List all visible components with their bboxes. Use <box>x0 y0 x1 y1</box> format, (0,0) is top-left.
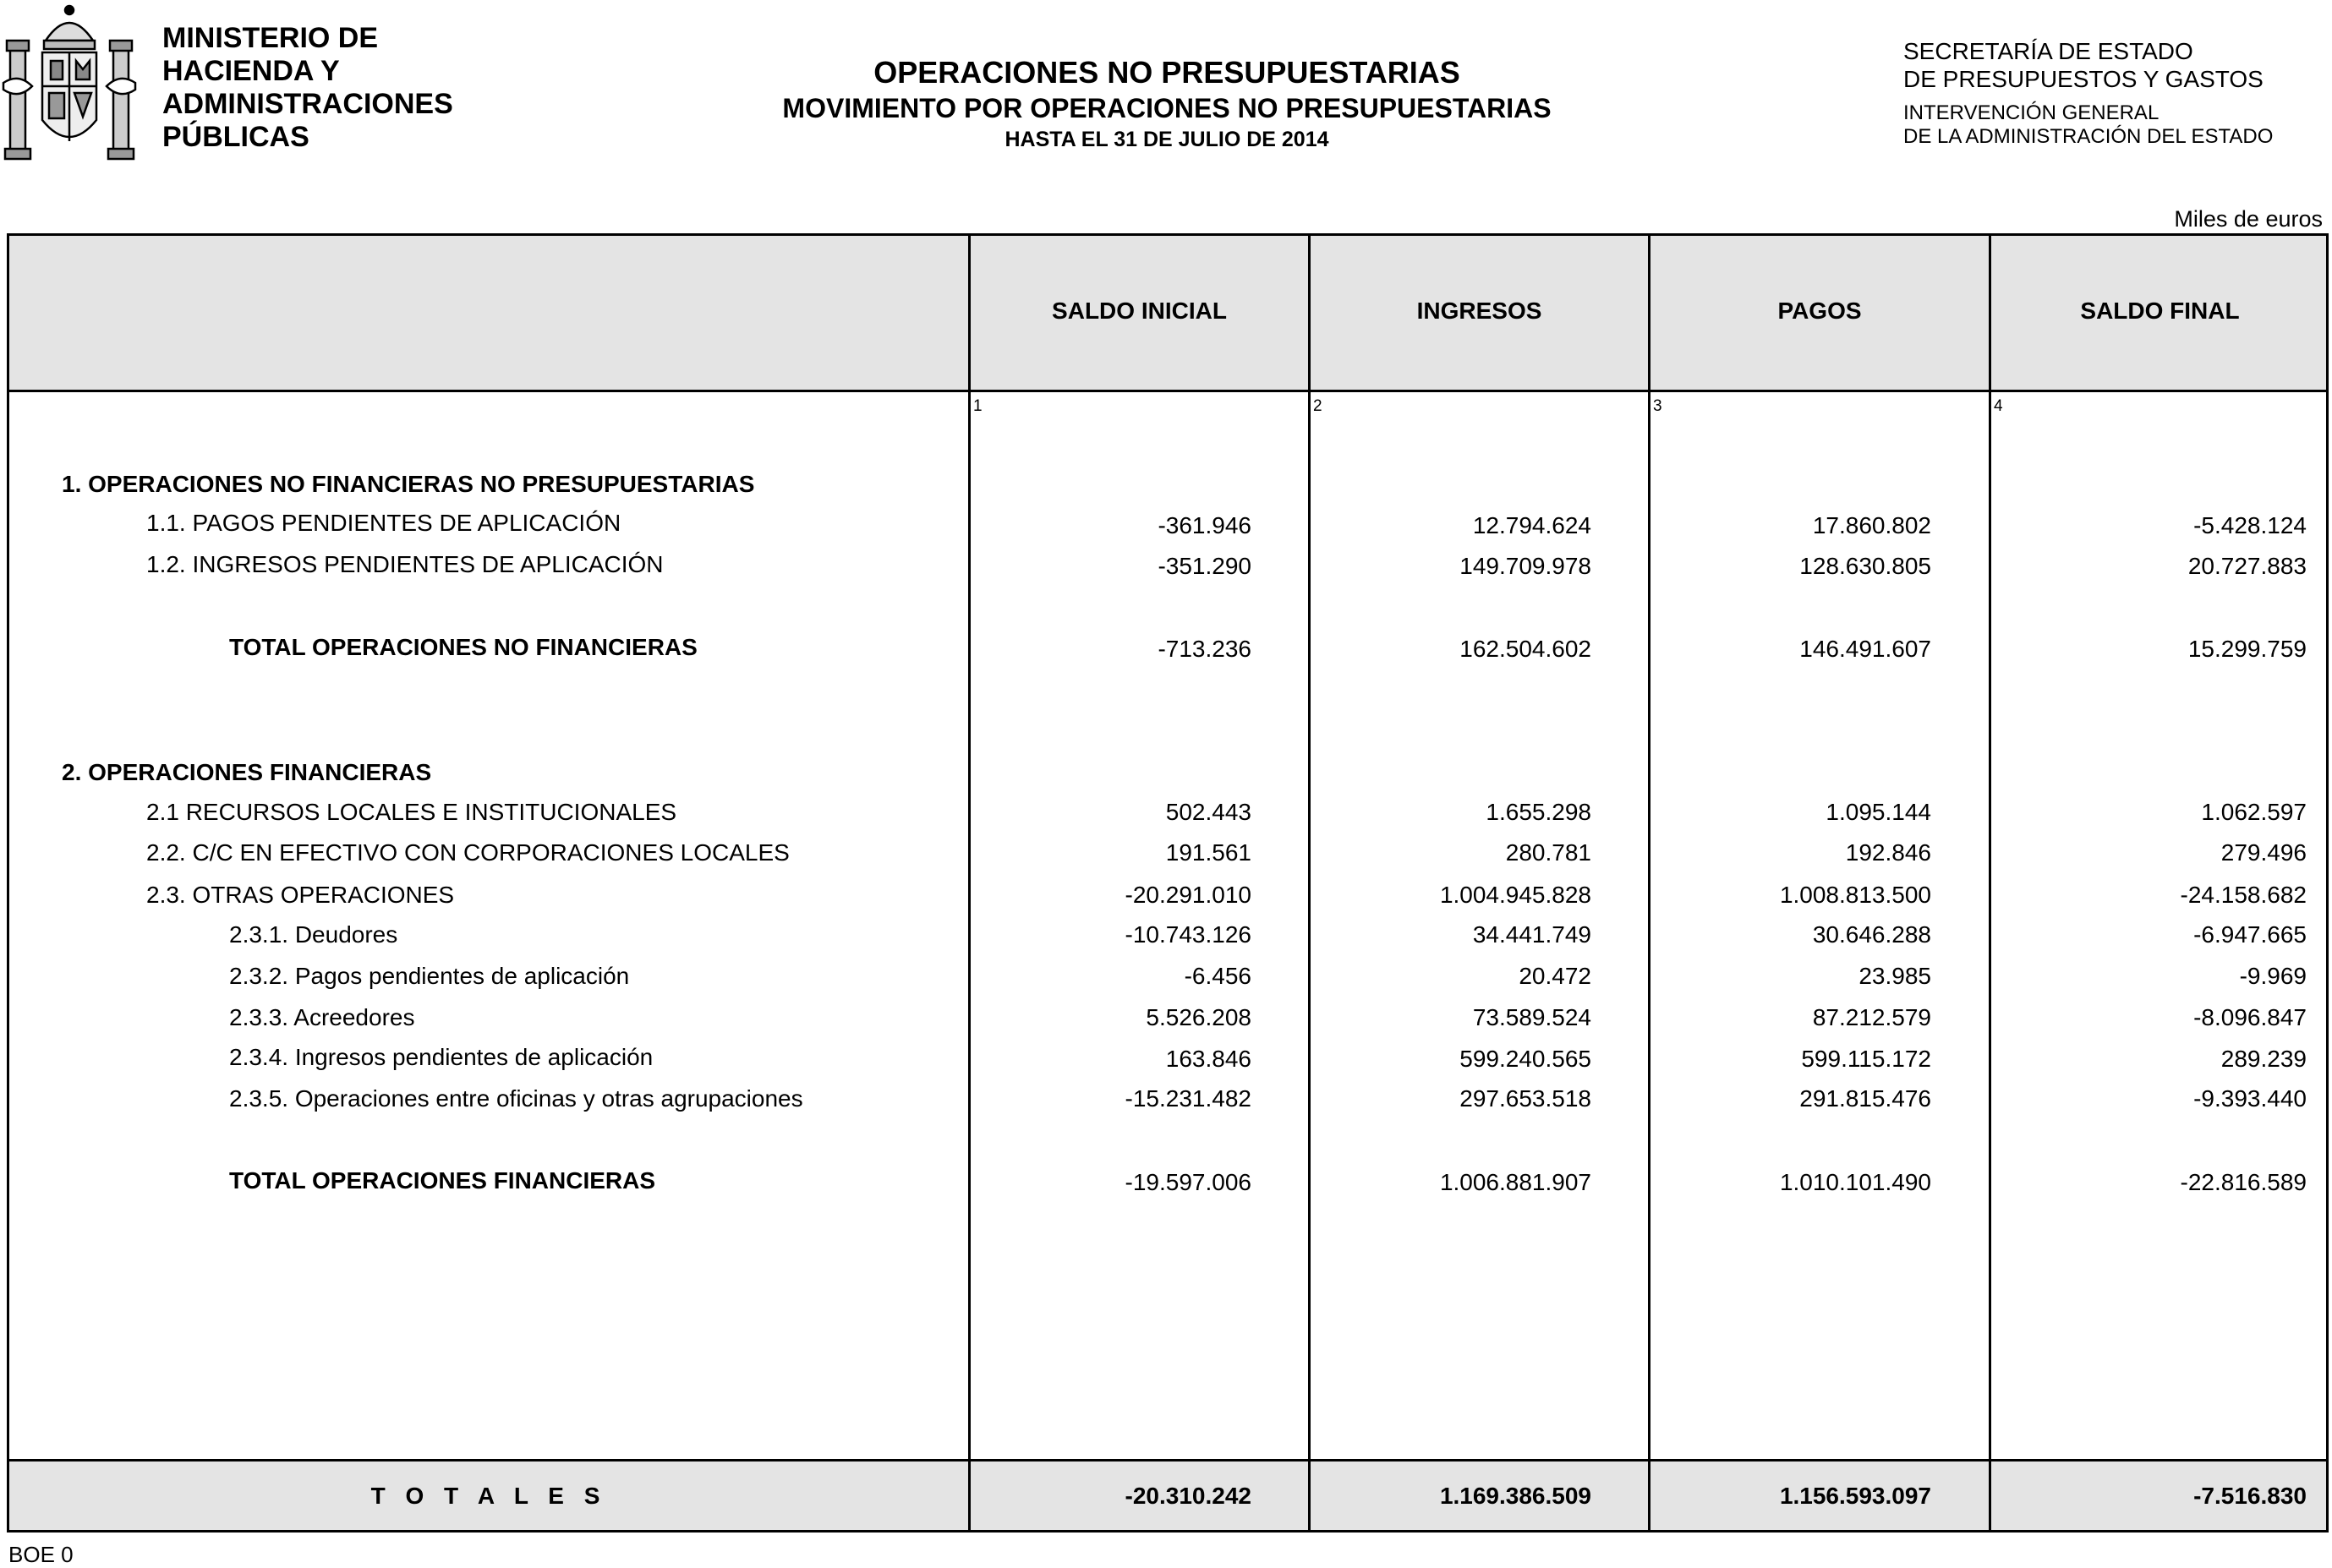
secretaria-line: SECRETARÍA DE ESTADO <box>1903 38 2193 64</box>
section-heading: 1. OPERACIONES NO FINANCIERAS NO PRESUPUESTARIAS <box>62 471 755 497</box>
table-cell: 87.212.579 <box>1812 1004 1931 1030</box>
table-cell: 149.709.978 <box>1459 553 1591 579</box>
table-cell: 1.006.881.907 <box>1439 1169 1591 1195</box>
table-cell: 146.491.607 <box>1799 636 1931 662</box>
boe-code: BOE 0 <box>8 1542 74 1567</box>
table-cell: -361.946 <box>1158 512 1251 538</box>
table-cell: 297.653.518 <box>1459 1085 1591 1112</box>
column-header-saldo-inicial: SALDO INICIAL <box>1052 298 1227 324</box>
table-cell: 1.008.813.500 <box>1779 882 1931 908</box>
column-number: 1 <box>973 397 983 415</box>
column-header-ingresos: INGRESOS <box>1416 298 1542 324</box>
table-cell: -20.291.010 <box>1125 882 1251 908</box>
table-cell: -24.158.682 <box>2180 882 2307 908</box>
table-cell: -19.597.006 <box>1125 1169 1251 1195</box>
table-cell: 15.299.759 <box>2187 636 2307 662</box>
table-cell: 191.561 <box>1165 839 1251 866</box>
table-cell: -9.969 <box>2239 963 2307 989</box>
column-divider <box>1989 233 1991 1532</box>
table-cell: 1.004.945.828 <box>1439 882 1591 908</box>
table-cell: -5.428.124 <box>2193 512 2307 538</box>
table-cell: -351.290 <box>1158 553 1251 579</box>
table-cell: 23.985 <box>1858 963 1931 989</box>
table-cell: 20.472 <box>1519 963 1591 989</box>
row-label: 1.1. PAGOS PENDIENTES DE APLICACIÓN <box>146 510 621 536</box>
column-header-saldo-final: SALDO FINAL <box>2080 298 2240 324</box>
table-cell: 1.095.144 <box>1826 799 1931 825</box>
table-cell: -8.096.847 <box>2193 1004 2307 1030</box>
intervencion-block <box>1903 101 2273 149</box>
report-subtitle: MOVIMIENTO POR OPERACIONES NO PRESUPUESTARIAS <box>782 93 1552 123</box>
ministry-line: ADMINISTRACIONES <box>162 88 453 120</box>
table-cell: 163.846 <box>1165 1046 1251 1072</box>
table-cell: 73.589.524 <box>1472 1004 1591 1030</box>
column-number: 3 <box>1653 397 1662 415</box>
subtotal-label: TOTAL OPERACIONES NO FINANCIERAS <box>229 634 698 660</box>
row-label: 2.3.1. Deudores <box>229 921 398 948</box>
row-label: 2.3.3. Acreedores <box>229 1004 415 1030</box>
table-cell: 17.860.802 <box>1812 512 1931 538</box>
table-cell: -15.231.482 <box>1125 1085 1251 1112</box>
table-cell: 280.781 <box>1505 839 1591 866</box>
column-divider <box>968 233 971 1532</box>
table-cell: 502.443 <box>1165 799 1251 825</box>
report-title: OPERACIONES NO PRESUPUESTARIAS <box>873 55 1460 90</box>
row-label: 2.1 RECURSOS LOCALES E INSTITUCIONALES <box>146 799 677 825</box>
intervencion-line: INTERVENCIÓN GENERAL <box>1903 101 2160 124</box>
table-cell: 289.239 <box>2220 1046 2307 1072</box>
table-cell: 34.441.749 <box>1472 921 1591 948</box>
table-cell: -6.947.665 <box>2193 921 2307 948</box>
table-cell: -713.236 <box>1158 636 1251 662</box>
table-cell: 12.794.624 <box>1472 512 1591 538</box>
table-cell: 20.727.883 <box>2187 553 2307 579</box>
table-cell: -22.816.589 <box>2180 1169 2307 1195</box>
column-divider <box>1648 233 1650 1532</box>
table-cell: -10.743.126 <box>1125 921 1251 948</box>
column-divider <box>1308 233 1311 1532</box>
row-label: 2.3.2. Pagos pendientes de aplicación <box>229 963 630 989</box>
ministry-line: MINISTERIO DE <box>162 22 379 54</box>
table-cell: -9.393.440 <box>2193 1085 2307 1112</box>
table-cell: 192.846 <box>1845 839 1931 866</box>
table-cell: -6.456 <box>1184 963 1251 989</box>
table-cell: 291.815.476 <box>1799 1085 1931 1112</box>
ministry-line: PÚBLICAS <box>162 121 309 153</box>
total-cell: 1.169.386.509 <box>1439 1483 1591 1509</box>
secretaria-line: DE PRESUPUESTOS Y GASTOS <box>1903 66 2264 92</box>
totals-label: T O T A L E S <box>370 1483 607 1509</box>
table-cell: 1.010.101.490 <box>1779 1169 1931 1195</box>
table-cell: 128.630.805 <box>1799 553 1931 579</box>
intervencion-line: DE LA ADMINISTRACIÓN DEL ESTADO <box>1903 125 2274 148</box>
report-period: HASTA EL 31 DE JULIO DE 2014 <box>1005 128 1329 151</box>
column-number: 4 <box>1994 397 2003 415</box>
ministry-name <box>162 22 453 154</box>
column-header-pagos: PAGOS <box>1777 298 1862 324</box>
section-heading: 2. OPERACIONES FINANCIERAS <box>62 759 432 785</box>
row-label: 1.2. INGRESOS PENDIENTES DE APLICACIÓN <box>146 551 664 577</box>
subtotal-label: TOTAL OPERACIONES FINANCIERAS <box>229 1167 656 1194</box>
column-number: 2 <box>1313 397 1322 415</box>
spain-coat-of-arms-icon <box>2 2 137 164</box>
row-label: 2.3. OTRAS OPERACIONES <box>146 882 455 908</box>
total-cell: -7.516.830 <box>2193 1483 2307 1509</box>
table-cell: 162.504.602 <box>1459 636 1591 662</box>
table-cell: 5.526.208 <box>1146 1004 1251 1030</box>
ministry-line: HACIENDA Y <box>162 55 340 87</box>
total-cell: -20.310.242 <box>1125 1483 1251 1509</box>
table-cell: 1.655.298 <box>1486 799 1591 825</box>
total-cell: 1.156.593.097 <box>1779 1483 1931 1509</box>
table-cell: 279.496 <box>2220 839 2307 866</box>
report-title-block <box>676 54 1657 154</box>
row-label: 2.3.4. Ingresos pendientes de aplicación <box>229 1044 654 1070</box>
row-label: 2.3.5. Operaciones entre oficinas y otras agrupaciones <box>229 1085 803 1112</box>
table-cell: 599.240.565 <box>1459 1046 1591 1072</box>
table-cell: 30.646.288 <box>1812 921 1931 948</box>
table-cell: 1.062.597 <box>2201 799 2307 825</box>
secretaria-block <box>1903 37 2264 93</box>
units-label: Miles de euros <box>2174 206 2323 232</box>
table-cell: 599.115.172 <box>1801 1046 1931 1072</box>
row-label: 2.2. C/C EN EFECTIVO CON CORPORACIONES LOCALES <box>146 839 790 866</box>
